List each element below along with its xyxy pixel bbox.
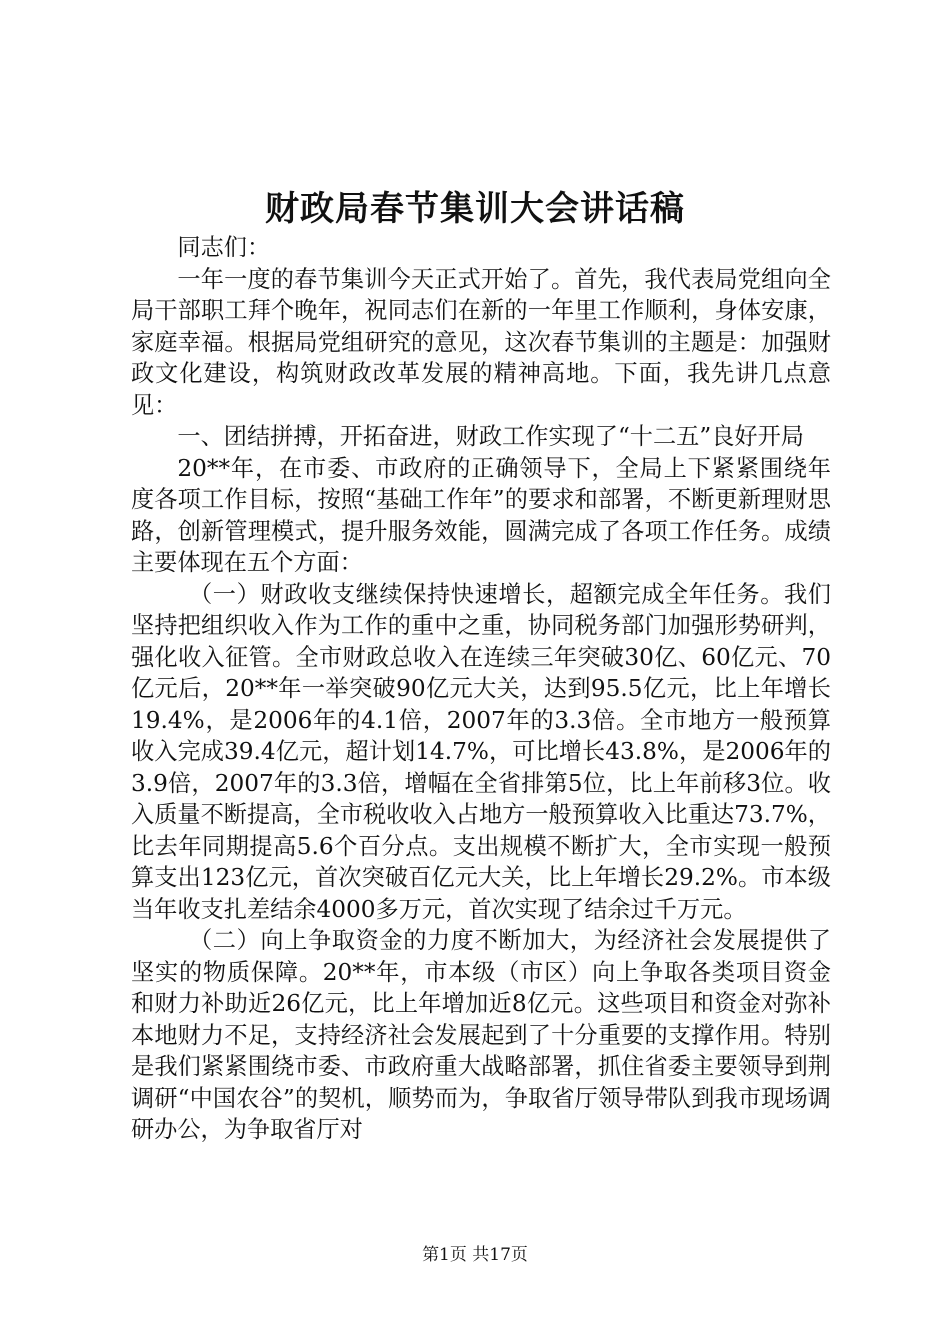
paragraph-salutation: 同志们： — [177, 234, 271, 261]
paragraph-revenue: （一）财政收支继续保持快速增长，超额完成全年任务。我们坚持把组织收入作为工作的重中之重，协同税务部门加强形势研判，强化收入征管。全市财政总收入在连续三年突破30亿、60亿元、70亿元后，20**年一举突破90亿元大关，达到95.5亿元，比上年增长19.4%，是2006年的4.1倍，2007年的3.3倍。全市地方一般预算收入完成39.4亿元，超计划14.7%，可比增长43.8%，是2006年的3.9倍，2007年的3.3倍，增幅在全省排第5位，比上年前移3位。收入质量不断提高，全市税收收入占地方一般预算收入比重达73.7%，比去年同期提高5.6个百分点。支出规模不断扩大，全市实现一般预算支出123亿元，首次突破百亿元大关，比上年增长29.2%。市本级当年收支扎差结余4000多万元，首次实现了结余过千万元。 — [131, 580, 831, 923]
document-title: 财政局春节集训大会讲话稿 — [265, 189, 685, 229]
document-body — [131, 232, 831, 1146]
paragraph-funding: （二）向上争取资金的力度不断加大，为经济社会发展提供了坚实的物质保障。20**年，市本级（市区）向上争取各类项目资金和财力补助近26亿元，比上年增加近8亿元。这些项目和资金对弥补本地财力不足，支持经济社会发展起到了十分重要的支撑作用。特别是我们紧紧围绕市委、市政府重大战略部署，抓住省委主要领导到荆调研“中国农谷”的契机，顺势而为，争取省厅领导带队到我市现场调研办公，为争取省厅对 — [131, 927, 831, 1143]
paragraph-opening: 一年一度的春节集训今天正式开始了。首先，我代表局党组向全局干部职工拜个晚年，祝同志们在新的一年里工作顺利，身体安康，家庭幸福。根据局党组研究的意见，这次春节集训的主题是：加强财政文化建设，构筑财政改革发展的精神高地。下面，我先讲几点意见： — [131, 265, 831, 419]
paragraph-summary: 20**年，在市委、市政府的正确领导下，全局上下紧紧围绕年度各项工作目标，按照“基础工作年”的要求和部署，不断更新理财思路，创新管理模式，提升服务效能，圆满完成了各项工作任务。成绩主要体现在五个方面： — [131, 454, 831, 576]
section-heading-1: 一、团结拼搏，开拓奋进，财政工作实现了“十二五”良好开局 — [177, 423, 804, 450]
page-footer: 第1页 共17页 — [422, 1245, 528, 1265]
